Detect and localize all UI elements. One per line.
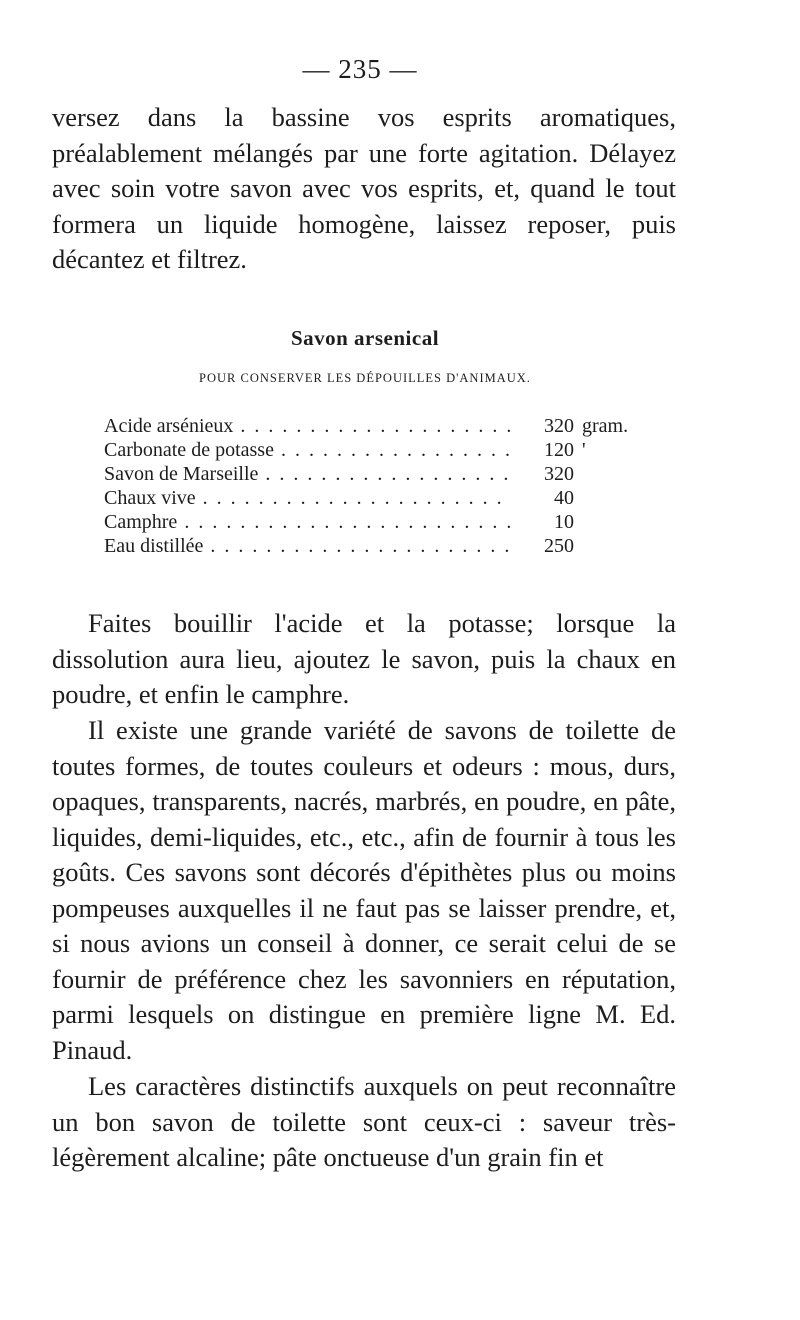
ingredient-name: Chaux vive . . . [104,486,510,510]
paragraph-characteristics [52,1069,676,1176]
ingredient-row [104,462,664,486]
paragraph-continuation: versez dans la bassine vos esprits aromatiques, préalablement mélangés par une forte agitation. Délayez avec soin votre savon avec vos esprits, et, quand le tout formera un liquide homogène, laissez reposer, puis décantez et filtrez. [52,102,676,274]
ingredient-name: Savon de Marseille . . . [104,462,510,486]
ingredient-name: Carbonate de potasse . . . [104,438,510,462]
ingredient-row [104,510,664,534]
ingredient-quantity: 320 [544,463,574,485]
ingredient-unit: ' [582,439,586,461]
ingredient-row [104,438,664,462]
ingredient-quantity: 120 [544,439,574,461]
page-number: — 235 — [302,54,418,84]
ingredient-row [104,414,664,438]
ingredient-list [104,414,664,558]
ingredient-quantity: 10 [554,511,574,533]
paragraph-toilet-soaps [52,713,676,1068]
recipe-title: Savon arsenical [290,326,440,350]
ingredient-quantity: 40 [554,487,574,509]
paragraph-text: Les caractères distinctifs auxquels on peut reconnaître un bon savon de toilette sont ceux-ci : saveur très-légèrement alcaline; pâte onctueuse d'un grain fin et [52,1071,676,1172]
ingredient-name: Eau distillée . . . [104,534,510,558]
paragraph-text: Il existe une grande variété de savons de toilette de toutes formes, de toutes couleurs et odeurs : mous, durs, opaques, transparents, nacrés, marbrés, en poudre, en pâte, liquides, demi-liquides, etc., etc., afin de fournir à tous les goûts. Ces savons sont décorés d'épithètes plus ou moins pompeuses auxquelles il ne faut pas se laisser prendre, et, si nous avions un conseil à donner, ce serait celui de se fournir de préférence chez les savonniers en réputation, parmi lesquels on distingue en première ligne M. Ed. Pinaud. [52,715,676,1065]
paragraph-instructions [52,606,676,713]
ingredient-quantity: 250 [544,535,574,557]
ingredient-unit: gram. [582,415,629,437]
ingredient-name: Acide arsénieux . . . [104,414,510,438]
ingredient-name: Camphre . . . [104,510,510,534]
ingredient-row [104,486,664,510]
recipe-subtitle: POUR CONSERVER LES DÉPOUILLES D'ANIMAUX. [199,371,531,385]
ingredient-row [104,534,664,558]
ingredient-quantity: 320 [544,415,574,437]
paragraph-text: Faites bouillir l'acide et la potasse; lorsque la dissolution aura lieu, ajoutez le savon, puis la chaux en poudre, et enfin le camphre. [52,608,676,709]
